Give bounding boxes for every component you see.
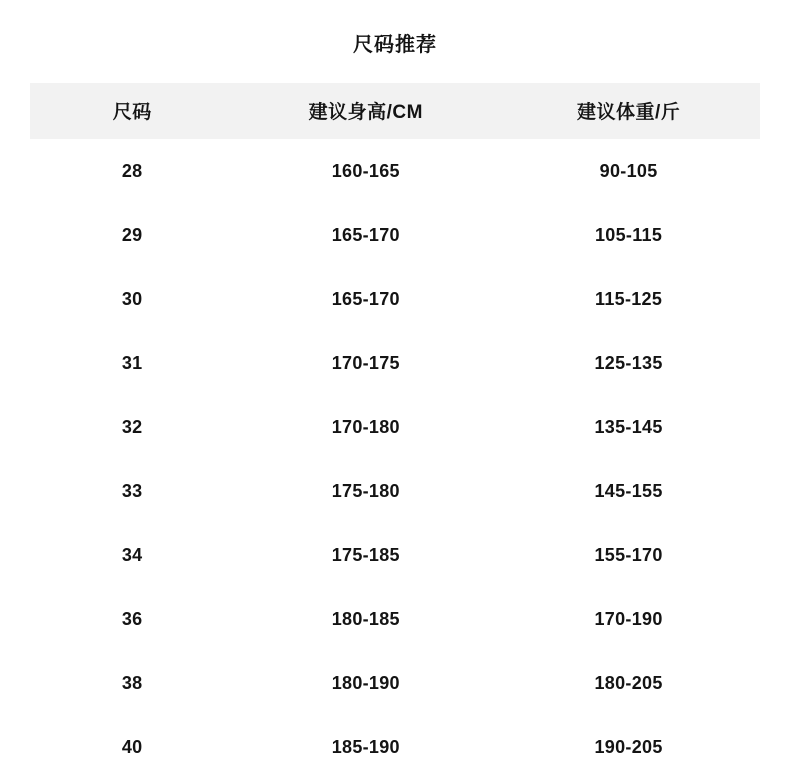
cell-weight: 155-170 — [594, 544, 663, 565]
cell-size: 28 — [121, 160, 143, 181]
table-row — [30, 267, 760, 331]
page-title: 尺码推荐 — [353, 34, 437, 56]
size-recommendation-table — [30, 83, 760, 779]
cell-size: 29 — [121, 224, 143, 245]
table-row — [30, 395, 760, 459]
cell-size: 40 — [121, 736, 143, 757]
table-row — [30, 523, 760, 587]
cell-size: 34 — [121, 544, 143, 565]
column-header-size: 尺码 — [112, 102, 152, 123]
cell-height: 170-175 — [331, 352, 400, 373]
cell-height: 180-190 — [331, 672, 400, 693]
column-header-weight: 建议体重/斤 — [576, 102, 681, 123]
cell-weight: 145-155 — [594, 480, 663, 501]
table-row — [30, 203, 760, 267]
cell-weight: 90-105 — [599, 160, 658, 181]
table-body — [30, 139, 760, 779]
cell-weight: 170-190 — [594, 608, 663, 629]
cell-height: 175-185 — [331, 544, 400, 565]
cell-size: 36 — [121, 608, 143, 629]
table-row — [30, 715, 760, 779]
cell-size: 38 — [121, 672, 143, 693]
table-row — [30, 651, 760, 715]
table-row — [30, 331, 760, 395]
cell-weight: 125-135 — [594, 352, 663, 373]
cell-weight: 105-115 — [595, 224, 663, 245]
cell-height: 175-180 — [331, 480, 400, 501]
cell-weight: 135-145 — [594, 416, 663, 437]
cell-height: 165-170 — [331, 288, 400, 309]
cell-height: 160-165 — [331, 160, 400, 181]
cell-weight: 190-205 — [594, 736, 663, 757]
cell-height: 165-170 — [331, 224, 400, 245]
cell-height: 180-185 — [331, 608, 400, 629]
cell-size: 33 — [121, 480, 143, 501]
column-header-height: 建议身高/CM — [308, 102, 423, 123]
cell-height: 185-190 — [331, 736, 400, 757]
cell-size: 31 — [121, 352, 143, 373]
cell-weight: 180-205 — [594, 672, 663, 693]
cell-size: 32 — [121, 416, 143, 437]
table-header — [30, 83, 760, 139]
table-row — [30, 587, 760, 651]
table-row — [30, 139, 760, 203]
cell-height: 170-180 — [331, 416, 400, 437]
cell-size: 30 — [121, 288, 143, 309]
table-header-row — [30, 83, 760, 139]
cell-weight: 115-125 — [595, 288, 663, 309]
table-row — [30, 459, 760, 523]
